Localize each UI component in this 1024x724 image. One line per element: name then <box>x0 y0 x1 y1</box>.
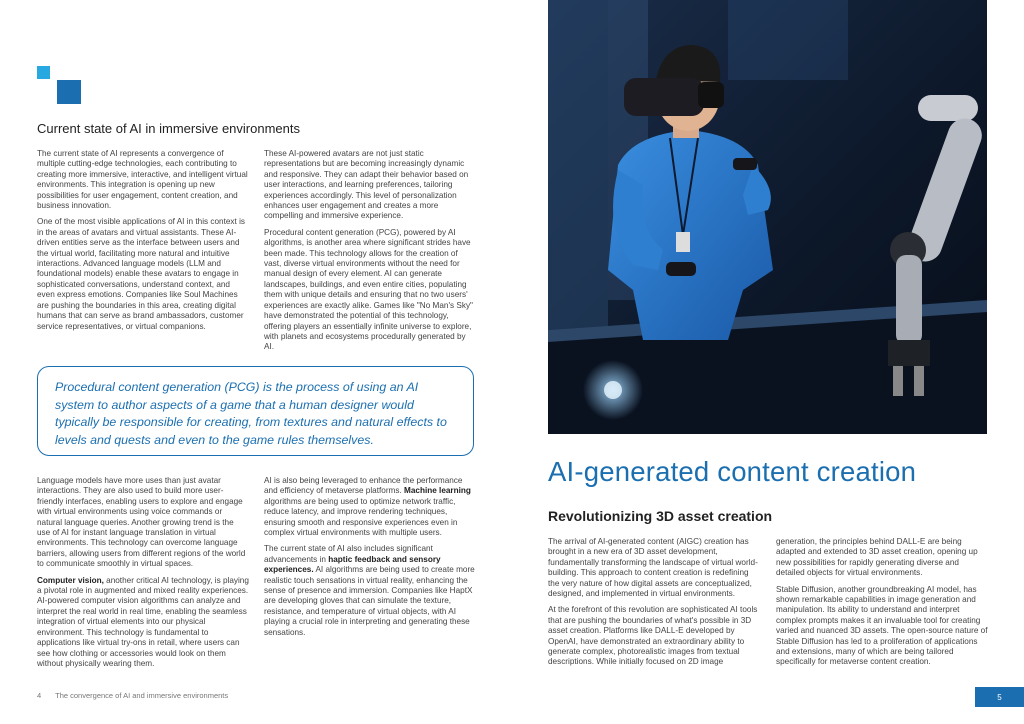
paragraph: The arrival of AI-generated content (AIGC) creation has brought in a new era of 3D asset development, fundamentally transforming the landscape of virtual world-building. This approach to content creation is redefining the very nature of how digital assets are conceptualized, designed, and implemented in virtual environments. <box>548 537 758 599</box>
paragraph: Language models have more uses than just avatar interactions. They are also used to build more user-friendly interfaces, enabling users to explore and engage with virtual environments using voice commands or natural language queries. Another growing trend is the use of AI for instant language translation in virtual environments. This technology can overcome language barriers, allowing users from different regions of the world to communicate smoothly in virtual spaces. <box>37 476 246 569</box>
decorative-square-large <box>57 80 81 104</box>
body-column-1 <box>37 149 249 338</box>
paragraph: generation, the principles behind DALL-E are being adapted and extended to 3D asset creation, opening up new possibilities for rapidly generating diverse and detailed objects for virtual environments. <box>776 537 978 578</box>
pull-quote-box <box>37 366 474 456</box>
page-number-badge <box>975 687 1024 707</box>
right-body-column-2 <box>776 537 988 674</box>
bold-term: Computer vision, <box>37 575 104 585</box>
right-body-column-1 <box>548 537 761 674</box>
body-column-2 <box>264 149 476 359</box>
hero-photo <box>548 0 987 434</box>
paragraph: AI is also being leveraged to enhance the performance and efficiency of metaverse platforms. Machine learning algorithms are being used to optimize network traffic, reduce latency, and improve rendering techniques, ensuring smooth and responsive experiences even in complex virtual environments with multiple users. <box>264 476 471 538</box>
page-number: 5 <box>997 692 1002 702</box>
page-number: 4 <box>37 691 42 700</box>
paragraph: One of the most visible applications of AI in this context is in the areas of avatars and virtual assistants. These AI-driven entities serve as the interface between users and the virtual world, facilitating more natural and intuitive interactions. Advanced language models (LLM and foundational models) enable these avatars to engage in sophisticated conversations, understand context, and even express emotions. Companies like Soul Machines are pushing the boundaries in this area, creating digital humans that can serve as brand ambassadors, customer service representatives, or virtual companions. <box>37 217 245 331</box>
footer-title: The convergence of AI and immersive environments <box>55 691 229 700</box>
paragraph: Procedural content generation (PCG), powered by AI algorithms, is another area where significant strides have been made. This technology allows for the creation of vast, diverse virtual environments without the need for manual design of every element. AI can generate landscapes, buildings, and even entire cities, populating them with unique details and ensuring that no two users' experiences are exactly alike. Games like "No Man's Sky" have demonstrated the potential of this technology, offering players an essentially infinite universe to explore, with planets and ecosystems procedurally generated by AI. <box>264 227 473 352</box>
paragraph: The current state of AI also includes significant advancements in haptic feedback and sensory experiences. AI algorithms are being used to create more realistic touch sensations in virtual reality, enhancing the sense of presence and immersion. Companies like HaptX are developing gloves that can simulate the texture, resistance, and temperature of virtual objects, with AI playing a crucial role in interpreting and generating these sensations. <box>264 544 475 637</box>
decorative-square-small <box>37 66 50 79</box>
bold-term: haptic feedback and sensory experiences. <box>264 554 441 575</box>
pull-quote-text: Procedural content generation (PCG) is the process of using an AI system to author aspects of a game that a human designer would typically be responsible for creating, from textures and natural effects to levels and quests and even to the game rules themselves. <box>55 380 447 447</box>
vr-headset-person-robot-arm-photo-icon <box>548 0 987 434</box>
paragraph: The current state of AI represents a convergence of multiple cutting-edge technologies, each contributing to creating more immersive, interactive, and intelligent virtual environments. This integration is opening up new possibilities for user engagement, content creation, and business innovation. <box>37 149 248 211</box>
body-column-3 <box>37 476 249 675</box>
paragraph: Stable Diffusion, another groundbreaking AI model, has shown remarkable capabilities in image generation and manipulation. Its ability to understand and interpret complex prompts makes it an invaluable tool for creating varied and nuanced 3D assets. The open-source nature of Stable Diffusion has led to a proliferation of applications and extensions, many of which are being tailored specifically for metaverse content creation. <box>776 584 988 667</box>
chapter-subtitle: Revolutionizing 3D asset creation <box>548 508 773 524</box>
chapter-title: AI-generated content creation <box>548 456 917 487</box>
body-column-4 <box>264 476 476 644</box>
bold-term: Machine learning <box>404 486 471 496</box>
section-title: Current state of AI in immersive environments <box>37 121 300 136</box>
paragraph: At the forefront of this revolution are sophisticated AI tools that are pushing the boundaries of what's possible in 3D asset creation. Platforms like DALL-E developed by OpenAI, have demonstrated an extraordinary ability to generate complex, photorealistic images from textual descriptions. While initially focused on 2D image <box>548 605 758 667</box>
paragraph: Computer vision, another critical AI technology, is playing a pivotal role in augmented and mixed reality experiences. AI-powered computer vision algorithms can analyze and interpret the real world in real time, enabling the seamless integration of virtual elements into our physical environment. This technology is fundamental to applications like virtual try-ons in retail, where users can see how clothing or accessories would look on them without physically wearing them. <box>37 575 249 668</box>
paragraph: These AI-powered avatars are not just static representations but are becoming increasingly dynamic and responsive. They can adapt their behavior based on user interactions, and learning preferences, tailoring experiences accordingly. This level of personalization enhances user engagement and creates a more compelling and immersive experience. <box>264 149 469 221</box>
footer <box>37 691 240 700</box>
